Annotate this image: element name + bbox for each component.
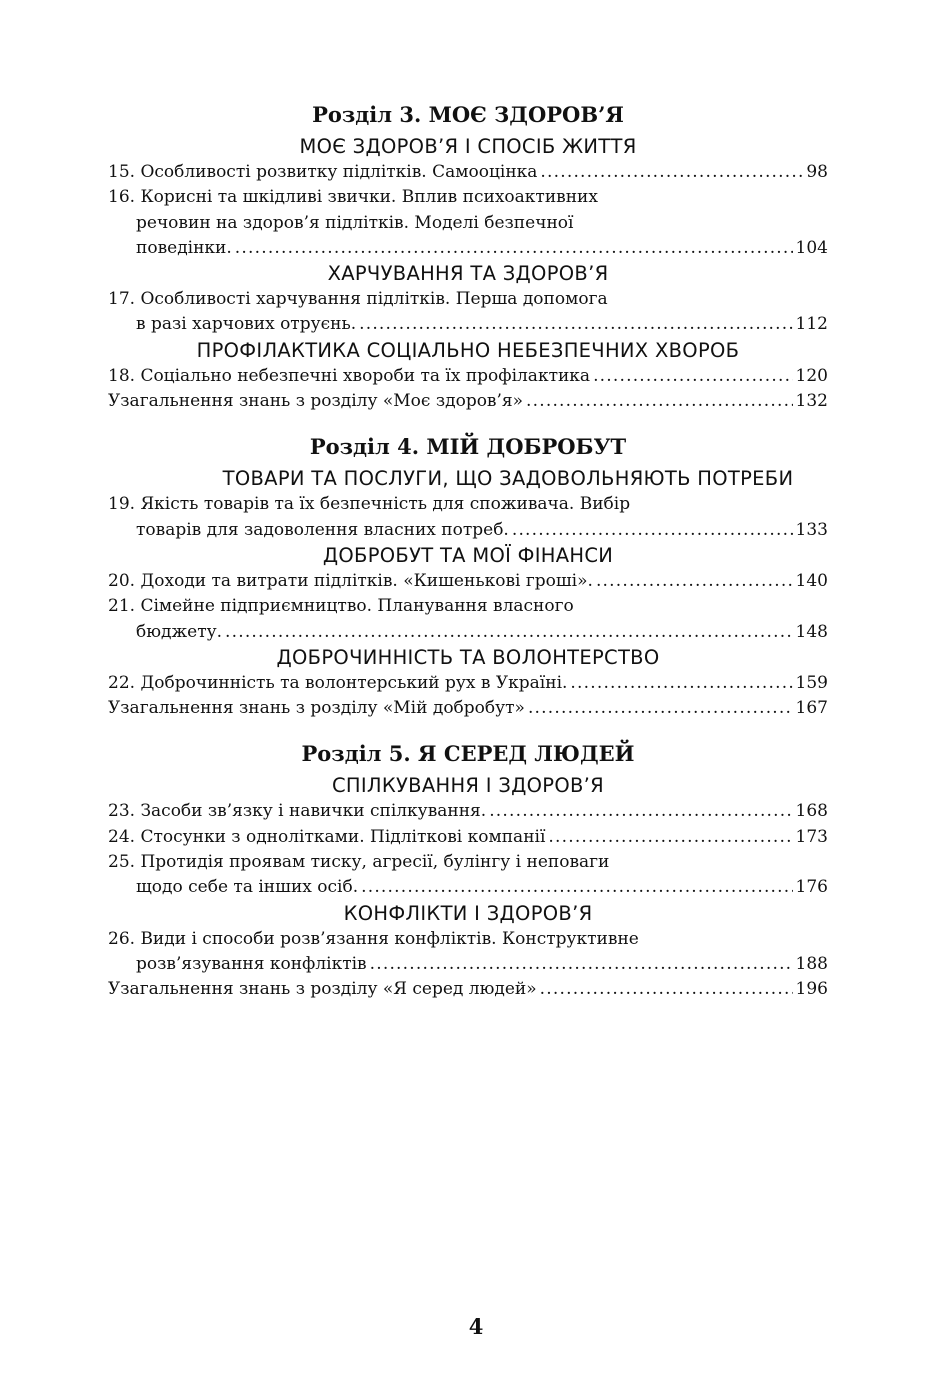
- toc-page-number: 140: [795, 570, 828, 591]
- toc-entry-text: 25. Протидія проявам тиску, агресії, булінгу і неповаги: [108, 852, 610, 873]
- dot-leader: [361, 875, 792, 900]
- subsection-heading: КОНФЛІКТИ І ЗДОРОВ’Я: [343, 901, 593, 925]
- dot-leader: [225, 620, 793, 645]
- toc-page-number: 196: [795, 979, 828, 1000]
- section-title: Розділ 3. МОЄ ЗДОРОВ’Я: [312, 102, 624, 127]
- toc-page-number: 167: [795, 698, 828, 719]
- toc-entry-text: Узагальнення знань з розділу «Моє здоров’я»: [108, 391, 524, 412]
- toc-entry[interactable]: [108, 389, 828, 414]
- toc-entry-text: Узагальнення знань з розділу «Я серед людей»: [108, 979, 537, 1000]
- toc-entry[interactable]: [108, 160, 828, 185]
- toc-entry-text: бюджету.: [136, 621, 223, 642]
- toc-entry-text: 18. Соціально небезпечні хвороби та їх профілактика: [108, 365, 591, 386]
- toc-entry-text: Узагальнення знань з розділу «Мій добробут»: [108, 698, 525, 719]
- toc-page-number: 159: [795, 672, 828, 693]
- dot-leader: [596, 569, 793, 594]
- toc-page-number: 173: [795, 826, 828, 847]
- toc-entry[interactable]: [108, 927, 828, 978]
- toc-entry-text: розв’язування конфліктів: [136, 953, 367, 974]
- toc-entry-text: 20. Доходи та витрати підлітків. «Кишенькові гроші».: [108, 570, 593, 591]
- toc-page-number: 133: [795, 519, 828, 540]
- toc-entry-text: в разі харчових отруєнь.: [136, 314, 357, 335]
- toc-entry-text: поведінки.: [136, 237, 232, 258]
- subsection-heading: СПІЛКУВАННЯ І ЗДОРОВ’Я: [331, 774, 605, 798]
- section-title: Розділ 4. МІЙ ДОБРОБУТ: [309, 434, 627, 460]
- page-number: 4: [468, 1314, 484, 1339]
- subsection-heading: ДОБРОЧИННІСТЬ ТА ВОЛОНТЕРСТВО: [276, 645, 660, 669]
- toc-entry-text: 19. Якість товарів та їх безпечність для споживача. Вибір: [108, 494, 631, 515]
- toc-entry[interactable]: [108, 569, 828, 594]
- toc-entry-text: 21. Сімейне підприємництво. Планування власного: [108, 596, 574, 617]
- toc-entry[interactable]: [108, 799, 828, 824]
- toc-entry-text: товарів для задоволення власних потреб.: [136, 519, 509, 540]
- subsection-heading: МОЄ ЗДОРОВ’Я І СПОСІБ ЖИТТЯ: [299, 135, 637, 158]
- dot-leader: [359, 312, 792, 337]
- toc-entry[interactable]: [108, 977, 828, 1002]
- dot-leader: [235, 236, 793, 261]
- toc-entry-text: речовин на здоров’я підлітків. Моделі безпечної: [136, 212, 574, 233]
- dot-leader: [593, 364, 792, 389]
- toc-page-number: 148: [795, 621, 828, 642]
- toc-entry-text: 16. Корисні та шкідливі звички. Вплив психоактивних: [108, 187, 598, 208]
- subsection-heading: ПРОФІЛАКТИКА СОЦІАЛЬНО НЕБЕЗПЕЧНИХ ХВОРОБ: [196, 338, 740, 362]
- toc-entry[interactable]: [108, 287, 828, 338]
- toc-entry-text: 23. Засоби зв’язку і навички спілкування.: [108, 801, 487, 822]
- toc-page-number: 104: [795, 237, 828, 258]
- subsection-heading: ТОВАРИ ТА ПОСЛУГИ, ЩО ЗАДОВОЛЬНЯЮТЬ ПОТРЕБИ: [222, 467, 794, 491]
- dot-leader: [526, 389, 793, 414]
- subsection-heading: ДОБРОБУТ ТА МОЇ ФІНАНСИ: [322, 543, 614, 567]
- toc-page-number: 132: [795, 391, 828, 412]
- dot-leader: [489, 799, 792, 824]
- toc-entry[interactable]: [108, 825, 828, 850]
- toc-page-number: 176: [795, 877, 828, 898]
- toc-entry-text: щодо себе та інших осіб.: [136, 877, 359, 898]
- dot-leader: [512, 518, 793, 543]
- dot-leader: [540, 160, 803, 185]
- toc-entry[interactable]: [108, 850, 828, 901]
- subsection-heading: ХАРЧУВАННЯ ТА ЗДОРОВ’Я: [327, 262, 609, 286]
- toc-entry[interactable]: [108, 492, 828, 543]
- toc-entry-text: 24. Стосунки з однолітками. Підліткові компанії: [108, 826, 546, 847]
- toc-entry[interactable]: [108, 364, 828, 389]
- dot-leader: [548, 825, 792, 850]
- dot-leader: [528, 696, 793, 721]
- toc-page-number: 112: [795, 314, 828, 335]
- toc-entry-text: 26. Види і способи розв’язання конфліктів. Конструктивне: [108, 928, 639, 949]
- toc-page-number: 98: [806, 162, 828, 182]
- toc-page-number: 120: [795, 365, 828, 386]
- toc-entry-text: 22. Доброчинність та волонтерський рух в Україні.: [108, 672, 568, 693]
- dot-leader: [370, 952, 793, 977]
- toc-page-number: 168: [795, 801, 828, 822]
- toc-entry-text: 15. Особливості розвитку підлітків. Самооцінка: [108, 162, 538, 182]
- toc-page-number: 188: [795, 953, 828, 974]
- toc-entry[interactable]: [108, 185, 828, 261]
- toc-entry[interactable]: [108, 594, 828, 645]
- dot-leader: [540, 977, 793, 1002]
- toc-entry-text: 17. Особливості харчування підлітків. Перша допомога: [108, 289, 608, 310]
- table-of-contents: [108, 98, 828, 1003]
- section-title: Розділ 5. Я СЕРЕД ЛЮДЕЙ: [301, 741, 635, 767]
- dot-leader: [570, 671, 792, 696]
- toc-entry[interactable]: [108, 671, 828, 696]
- toc-entry[interactable]: [108, 696, 828, 721]
